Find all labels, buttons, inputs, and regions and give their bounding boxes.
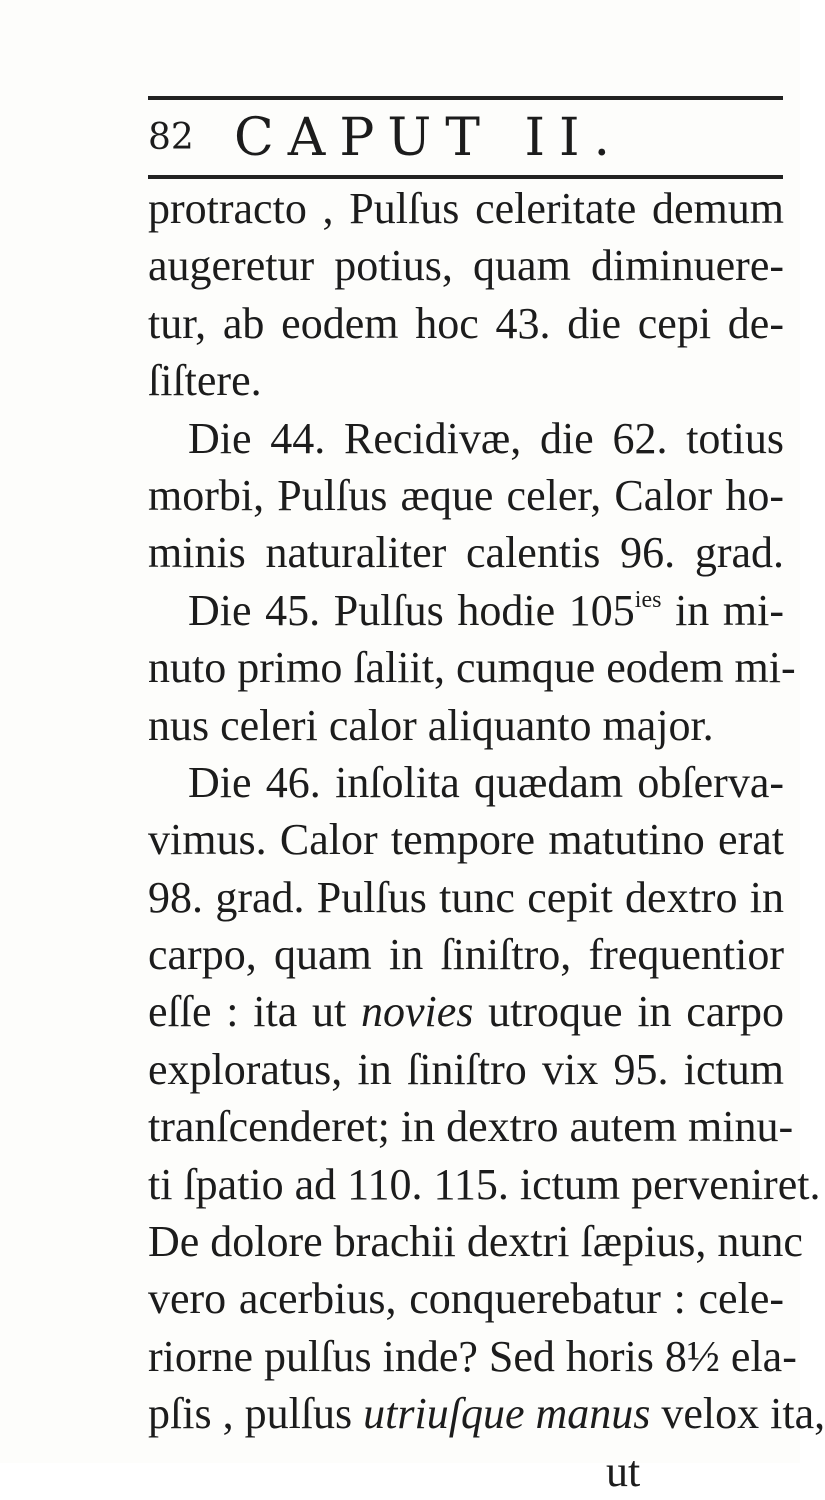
text-segment: velox ita, — [650, 1389, 825, 1439]
italic-word: novies — [360, 987, 474, 1037]
header-rule — [148, 175, 783, 179]
text-segment: eſſe : ita ut — [148, 987, 361, 1037]
text-body — [148, 180, 825, 1500]
text-segment: in mi- — [661, 585, 785, 635]
text-line: tranſcenderet; in dextro autem minu- — [148, 1102, 794, 1152]
text-line: vimus. Calor tempore matutino erat — [148, 815, 784, 865]
text-line: 98. grad. Pulſus tunc cepit dextro in — [148, 872, 784, 922]
text-line-composite — [148, 983, 784, 1040]
text-segment: pſis , pulſus — [148, 1389, 364, 1439]
text-line: carpo, quam in ſiniſtro, frequentior — [148, 930, 784, 980]
text-line: Die 44. Recidivæ, die 62. totius — [188, 413, 784, 463]
text-segment: utroque in carpo — [473, 987, 785, 1037]
text-line: protracto , Pulſus celeritate demum — [148, 184, 784, 233]
text-line: ſiſtere. — [148, 356, 262, 406]
text-line: morbi, Pulſus æque celer, Calor ho- — [148, 470, 784, 520]
text-line: vero acerbius, conquerebatur : cele- — [148, 1274, 784, 1324]
text-line: riorne pulſus inde? Sed horis 8½ ela- — [148, 1331, 797, 1381]
text-line: De dolore brachii dextri ſæpius, nunc — [148, 1217, 803, 1267]
running-head: CAPUT II. — [234, 108, 625, 168]
text-line: minis naturaliter calentis 96. grad. — [148, 528, 784, 578]
catchword: ut — [606, 1446, 641, 1496]
text-line: ti ſpatio ad 110. 115. ictum perveniret. — [148, 1159, 821, 1209]
page-number: 82 — [148, 117, 194, 158]
text-line: augeretur potius, quam diminuere- — [148, 241, 784, 291]
text-line: Die 46. inſolita quædam obſerva- — [188, 757, 784, 807]
text-line: nus celeri calor aliquanto major. — [148, 700, 714, 750]
top-rule — [148, 96, 783, 100]
text-line-composite — [148, 1385, 825, 1442]
page-header — [148, 108, 783, 168]
text-line: nuto primo ſaliit, cumque eodem mi- — [148, 643, 796, 693]
text-segment: Die 45. Pulſus hodie 105 — [188, 585, 635, 635]
text-line-composite — [148, 582, 784, 639]
text-line: exploratus, in ſiniſtro vix 95. ictum — [148, 1044, 784, 1094]
italic-phrase: utriuſque manus — [363, 1389, 651, 1439]
text-line: tur, ab eodem hoc 43. die cepi de- — [148, 298, 784, 348]
superscript: ies — [634, 586, 662, 613]
